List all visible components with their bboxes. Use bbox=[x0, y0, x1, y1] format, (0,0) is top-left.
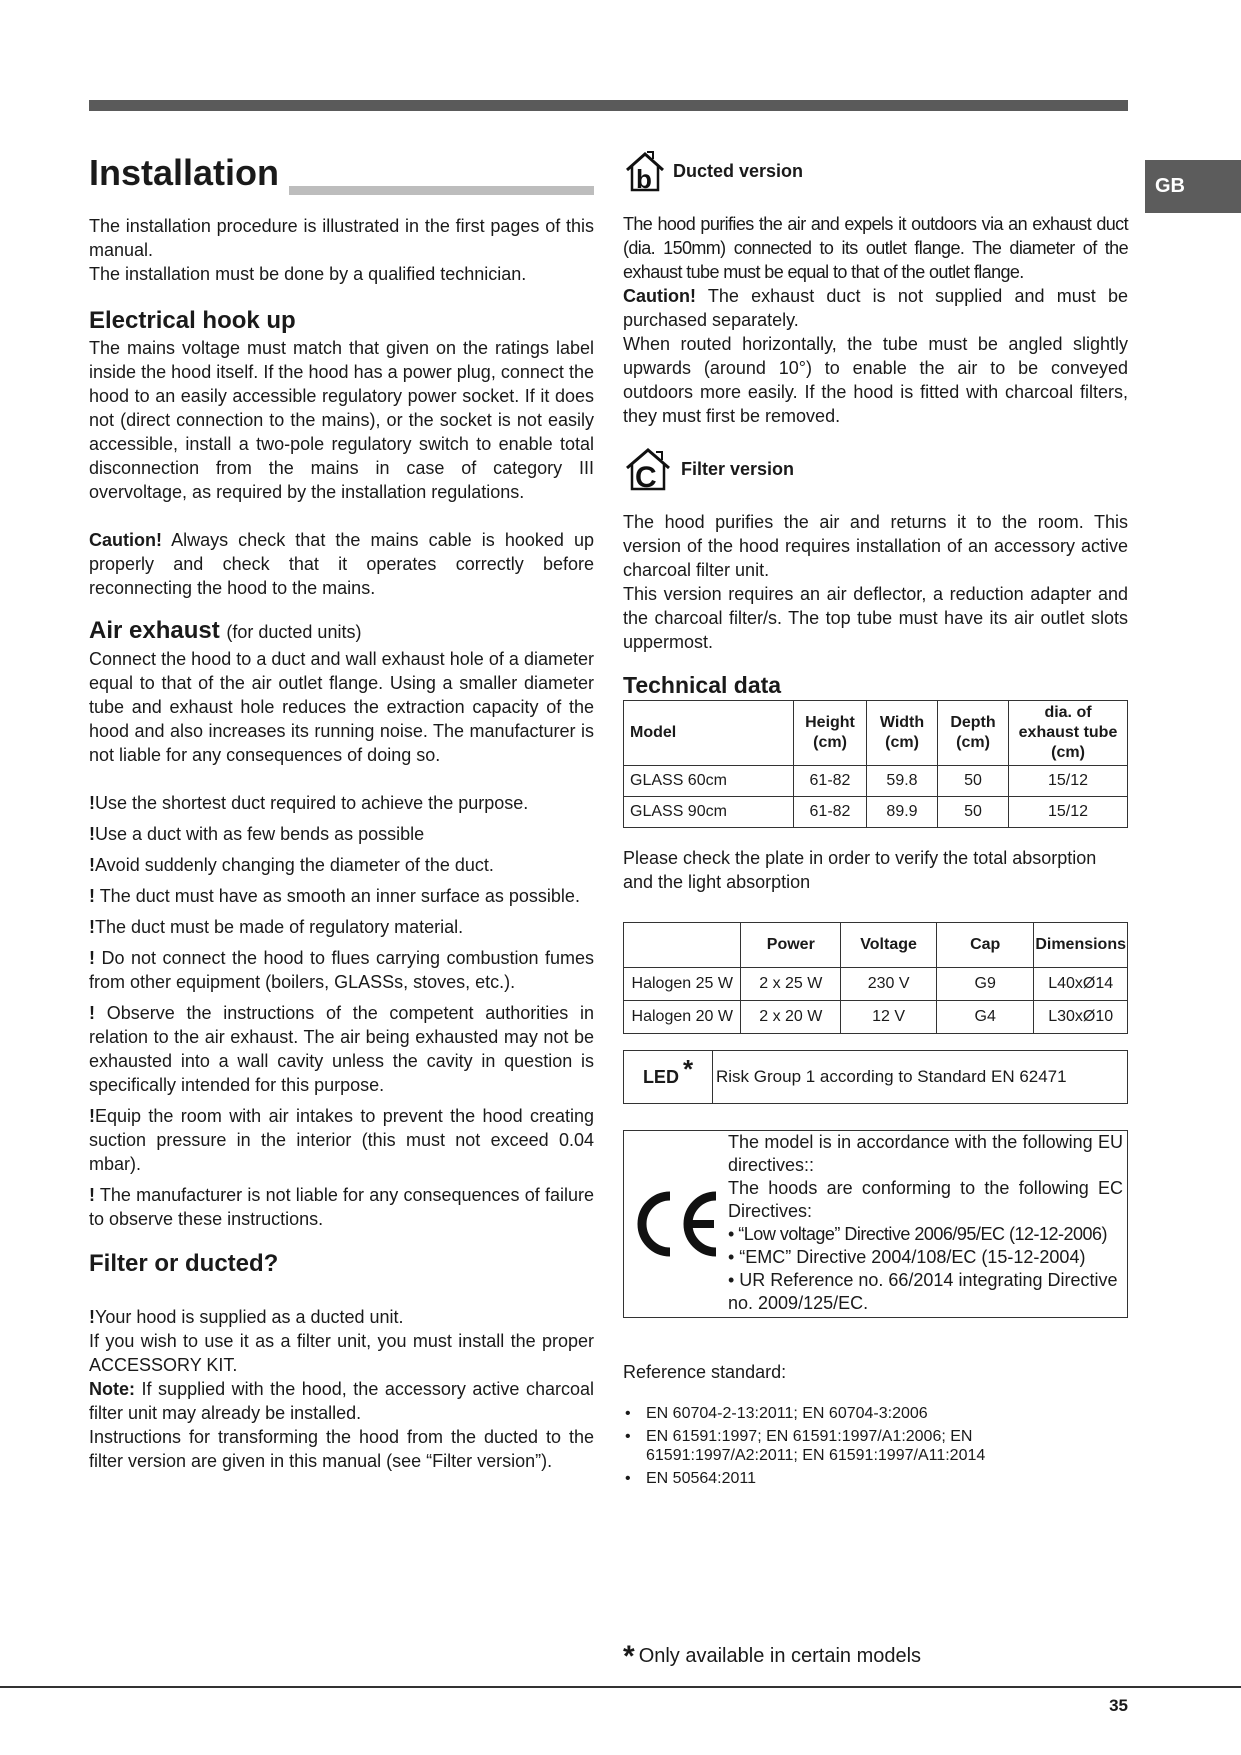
filter-text-2: Instructions for transforming the hood from the ducted to the filter version are given in this manual (see “Filter version”). bbox=[89, 1427, 594, 1471]
warning-item bbox=[89, 1183, 594, 1231]
reference-list bbox=[623, 1404, 1128, 1488]
warning-text: Avoid suddenly changing the diameter of the duct. bbox=[95, 855, 494, 875]
note-text: If supplied with the hood, the accessory active charcoal filter unit may already be installed. bbox=[89, 1379, 594, 1423]
top-rule bbox=[89, 100, 1128, 111]
ducted-caution bbox=[623, 284, 1128, 332]
filter-warning-text: Your hood is supplied as a ducted unit. bbox=[95, 1307, 404, 1327]
table-header-row bbox=[624, 701, 1128, 766]
lamp-table bbox=[623, 922, 1128, 1034]
exclamation-icon: ! bbox=[89, 917, 95, 937]
list-item: • EN 61591:1997; EN 61591:1997/A1:2006; EN 61591:1997/A2:2011; EN 61591:1997/A11:2014 bbox=[623, 1427, 1128, 1465]
table-cell: GLASS 90cm bbox=[624, 797, 794, 828]
led-text: Risk Group 1 according to Standard EN 62471 bbox=[716, 1067, 1067, 1086]
svg-text:C: C bbox=[635, 461, 657, 492]
warning-item bbox=[89, 915, 594, 939]
warning-text: Use the shortest duct required to achieve the purpose. bbox=[95, 793, 529, 813]
caution-text: Always check that the mains cable is hooked up properly and check that it operates correctly before reconnecting the hood to the mains. bbox=[89, 530, 594, 598]
page-number: 35 bbox=[1109, 1696, 1128, 1715]
filter-version-text-1: The hood purifies the air and returns it to the room. This version of the hood requires installation of an accessory active charcoal filter unit. bbox=[623, 512, 1128, 580]
table-cell: Halogen 25 W bbox=[624, 968, 741, 1001]
electrical-text: The mains voltage must match that given on the ratings label inside the hood itself. If the hood has a power plug, connect the hood to an easily accessible regulatory power socket. If it does not (direct connection to the mains), or the socket is not easily accessible, install a two-pole regulatory switch to enable total disconnection from the mains in case of category III overvoltage, as required by the installation regulations. bbox=[89, 338, 594, 502]
list-item: • EN 50564:2011 bbox=[623, 1469, 1128, 1488]
exclamation-icon: ! bbox=[89, 1185, 95, 1205]
table-row bbox=[624, 766, 1128, 797]
warning-text: Equip the room with air intakes to prevent the hood creating suction pressure in the interior (this must not exceed 0.04 mbar). bbox=[89, 1106, 594, 1174]
table-cell: GLASS 60cm bbox=[624, 766, 794, 797]
table-cell: 15/12 bbox=[1009, 797, 1128, 828]
ce-line: The model is in accordance with the following EU directives:: bbox=[728, 1132, 1123, 1175]
table-cell: G9 bbox=[937, 968, 1034, 1001]
bottom-rule bbox=[0, 1686, 1241, 1688]
table-header bbox=[624, 923, 741, 968]
electrical-heading: Electrical hook up bbox=[89, 307, 296, 334]
exclamation-icon: ! bbox=[89, 948, 95, 968]
table-cell: 59.8 bbox=[867, 766, 938, 797]
table-header: dia. of exhaust tube (cm) bbox=[1009, 701, 1128, 766]
led-label-cell bbox=[624, 1051, 713, 1103]
table-header: Depth (cm) bbox=[938, 701, 1009, 766]
intro-paragraph-1: The installation procedure is illustrated in the first pages of this manual. bbox=[89, 216, 594, 260]
air-exhaust-note: (for ducted units) bbox=[226, 622, 362, 642]
table-cell: L40xØ14 bbox=[1034, 968, 1128, 1001]
filter-version-text-2: This version requires an air deflector, a reduction adapter and the charcoal filter/s. The top tube must have its air outlet slots uppermost. bbox=[623, 584, 1128, 652]
warning-item bbox=[89, 853, 594, 877]
caution-label: Caution! bbox=[89, 530, 162, 550]
footnote-text: Only available in certain models bbox=[638, 1645, 922, 1667]
svg-text:b: b bbox=[636, 164, 652, 192]
warning-text: The duct must have as smooth an inner surface as possible. bbox=[99, 886, 580, 906]
warning-item bbox=[89, 1104, 594, 1176]
table-cell: 61-82 bbox=[794, 766, 867, 797]
ce-box bbox=[623, 1130, 1128, 1318]
table-row bbox=[624, 1001, 1128, 1034]
table-cell: 2 x 20 W bbox=[741, 1001, 841, 1034]
language-tab: GB bbox=[1145, 160, 1241, 213]
table-cell: L30xØ10 bbox=[1034, 1001, 1128, 1034]
table-header: Power bbox=[741, 923, 841, 968]
table-cell: 50 bbox=[938, 766, 1009, 797]
footnote-asterisk: * bbox=[623, 1640, 635, 1673]
table-header: Cap bbox=[937, 923, 1034, 968]
intro-paragraph-2: The installation must be done by a qualified technician. bbox=[89, 264, 527, 284]
list-item: • EN 60704-2-13:2011; EN 60704-3:2006 bbox=[623, 1404, 1128, 1423]
exclamation-icon: ! bbox=[89, 1307, 95, 1327]
air-exhaust-text: Connect the hood to a duct and wall exhaust hole of a diameter equal to that of the air outlet flange. Using a smaller diameter tube and exhaust hole reduces the extraction capacity of the hood and also increases its running noise. The manufacturer is not liable for any consequences of doing so. bbox=[89, 649, 594, 765]
table-cell: 50 bbox=[938, 797, 1009, 828]
table-cell: 230 V bbox=[841, 968, 937, 1001]
ducted-heading-row bbox=[623, 150, 1128, 192]
table-row bbox=[624, 797, 1128, 828]
exclamation-icon: ! bbox=[89, 1003, 95, 1023]
exclamation-icon: ! bbox=[89, 793, 95, 813]
exclamation-icon: ! bbox=[89, 824, 95, 844]
ce-line: The hoods are conforming to the following EC Directives: bbox=[728, 1178, 1123, 1221]
filter-version-heading: Filter version bbox=[681, 458, 795, 479]
technical-data-heading: Technical data bbox=[623, 672, 782, 698]
warning-item bbox=[89, 884, 594, 908]
warning-text: Use a duct with as few bends as possible bbox=[95, 824, 425, 844]
table-row bbox=[624, 968, 1128, 1001]
warning-list bbox=[89, 791, 594, 1231]
table-cell: 15/12 bbox=[1009, 766, 1128, 797]
warning-text: The duct must be made of regulatory material. bbox=[95, 917, 464, 937]
table-header: Height (cm) bbox=[794, 701, 867, 766]
warning-text: Observe the instructions of the competent authorities in relation to the air exhaust. The air being exhausted may not be exhausted into a wall cavity unless the cavity in question is specifically intended for this purpose. bbox=[89, 1003, 594, 1095]
led-label: LED bbox=[642, 1066, 679, 1087]
note-label: Note: bbox=[89, 1379, 135, 1399]
left-column bbox=[89, 150, 594, 1473]
warning-item bbox=[89, 1001, 594, 1097]
ducted-caution-text: The exhaust duct is not supplied and must be purchased separately. bbox=[623, 286, 1128, 330]
air-exhaust-heading bbox=[89, 616, 594, 647]
ce-logo bbox=[624, 1131, 728, 1317]
filter-or-ducted-heading: Filter or ducted? bbox=[89, 1250, 279, 1277]
page-title: Installation bbox=[89, 150, 289, 196]
ce-line: • UR Reference no. 66/2014 integrating Directive no. 2009/125/EC. bbox=[728, 1270, 1118, 1313]
table-header-row bbox=[624, 923, 1128, 968]
warning-item bbox=[89, 822, 594, 846]
filter-heading-row bbox=[623, 446, 1128, 492]
table-header: Model bbox=[624, 701, 794, 766]
table-cell: 12 V bbox=[841, 1001, 937, 1034]
table-cell: Halogen 20 W bbox=[624, 1001, 741, 1034]
led-box bbox=[623, 1050, 1128, 1104]
right-column bbox=[623, 150, 1128, 1492]
title-block bbox=[89, 150, 594, 202]
table-cell: G4 bbox=[937, 1001, 1034, 1034]
filter-warning bbox=[89, 1305, 594, 1329]
table-cell: 2 x 25 W bbox=[741, 968, 841, 1001]
note-paragraph bbox=[89, 1377, 594, 1425]
ducted-text-1: The hood purifies the air and expels it outdoors via an exhaust duct (dia. 150mm) connected to its outlet flange. The diameter of the exhaust tube must be equal to that of the outlet flange. bbox=[623, 214, 1128, 282]
table-header: Dimensions bbox=[1034, 923, 1128, 968]
warning-item bbox=[89, 946, 594, 994]
warning-item bbox=[89, 791, 594, 815]
plate-text: Please check the plate in order to verify the total absorption and the light absorption bbox=[623, 848, 1097, 892]
filter-house-icon bbox=[623, 446, 675, 492]
ce-line: • “Low voltage” Directive 2006/95/EC (12-12-2006) bbox=[728, 1224, 1108, 1244]
technical-data-table bbox=[623, 700, 1128, 828]
caution-paragraph bbox=[89, 528, 594, 600]
ducted-house-icon bbox=[623, 150, 667, 192]
ce-line: • “EMC” Directive 2004/108/EC (15-12-2004) bbox=[728, 1247, 1086, 1267]
reference-heading: Reference standard: bbox=[623, 1362, 787, 1382]
table-header: Width (cm) bbox=[867, 701, 938, 766]
footnote bbox=[623, 1640, 921, 1674]
ducted-text-2: When routed horizontally, the tube must be angled slightly upwards (around 10°) to enable the air to be conveyed outdoors more easily. If the hood is fitted with charcoal filters, they must first be removed. bbox=[623, 334, 1128, 426]
table-header: Voltage bbox=[841, 923, 937, 968]
filter-text-1: If you wish to use it as a filter unit, you must install the proper ACCESSORY KIT. bbox=[89, 1331, 594, 1375]
warning-text: The manufacturer is not liable for any consequences of failure to observe these instructions. bbox=[89, 1185, 594, 1229]
air-exhaust-title: Air exhaust bbox=[89, 617, 220, 644]
ducted-heading: Ducted version bbox=[673, 160, 804, 181]
warning-text: Do not connect the hood to flues carrying combustion fumes from other equipment (boilers, GLASSs, stoves, etc.). bbox=[89, 948, 594, 992]
ce-text bbox=[728, 1131, 1127, 1317]
ducted-caution-label: Caution! bbox=[623, 286, 696, 306]
exclamation-icon: ! bbox=[89, 855, 95, 875]
ce-mark-icon bbox=[630, 1188, 722, 1260]
table-cell: 89.9 bbox=[867, 797, 938, 828]
exclamation-icon: ! bbox=[89, 886, 95, 906]
table-cell: 61-82 bbox=[794, 797, 867, 828]
led-asterisk: * bbox=[682, 1053, 694, 1084]
exclamation-icon: ! bbox=[89, 1106, 95, 1126]
